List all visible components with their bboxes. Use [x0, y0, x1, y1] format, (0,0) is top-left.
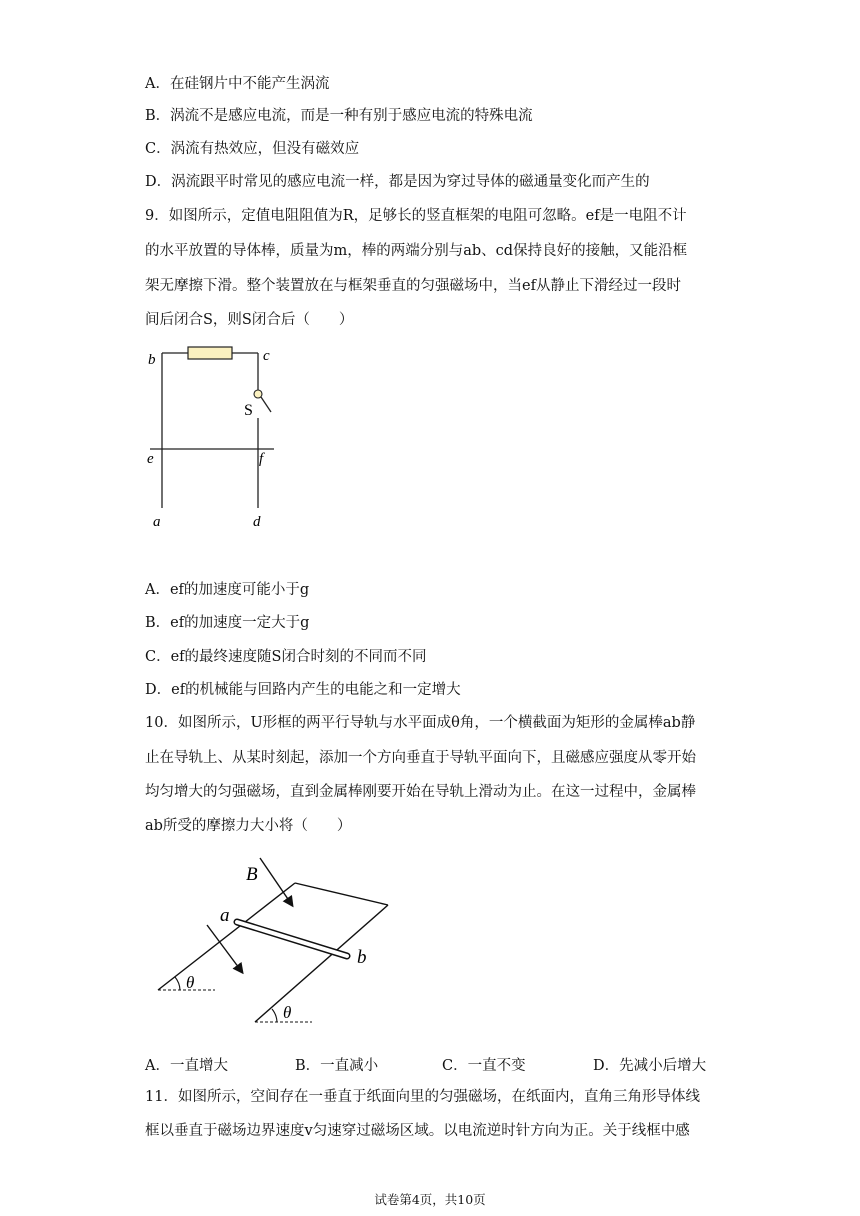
q8-option-a: A．在硅钢片中不能产生涡流 [145, 76, 330, 92]
q9-stem-line-2: 的水平放置的导体棒，质量为m，棒的两端分别与ab、cd保持良好的接触，又能沿框 [145, 243, 688, 259]
label-theta-2: θ [283, 1003, 292, 1022]
q8-option-b: B．涡流不是感应电流，而是一种有别于感应电流的特殊电流 [145, 108, 533, 124]
switch-pivot-icon [254, 390, 262, 398]
label-a: a [153, 514, 161, 530]
q10-incline-diagram [150, 850, 400, 1030]
q8-option-d: D．涡流跟平时常见的感应电流一样，都是因为穿过导体的磁通量变化而产生的 [145, 174, 650, 190]
resistor-icon [188, 347, 232, 359]
label-c: c [263, 348, 270, 364]
q9-stem-line-3: 架无摩擦下滑。整个装置放在与框架垂直的匀强磁场中，当ef从静止下滑经过一段时 [145, 278, 681, 294]
label-a: a [220, 905, 230, 926]
q9-circuit-diagram [140, 340, 300, 535]
label-s: S [244, 402, 253, 419]
q9-stem-line-1: 9．如图所示，定值电阻阻值为R，足够长的竖直框架的电阻可忽略。ef是一电阻不计 [145, 208, 687, 224]
q10-option-a: A．一直增大 [145, 1058, 228, 1074]
label-b: b [148, 352, 156, 368]
switch-blade-icon [261, 397, 271, 412]
q10-option-c: C．一直不变 [442, 1058, 526, 1074]
q10-stem-line-4: ab所受的摩擦力大小将（ ） [145, 818, 352, 834]
q9-option-d: D．ef的机械能与回路内产生的电能之和一定增大 [145, 682, 461, 698]
q10-option-b: B．一直减小 [295, 1058, 379, 1074]
q10-stem-line-3: 均匀增大的匀强磁场，直到金属棒刚要开始在导轨上滑动为止。在这一过程中，金属棒 [145, 784, 696, 800]
q8-option-c: C．涡流有热效应，但没有磁效应 [145, 141, 360, 157]
q9-option-b: B．ef的加速度一定大于g [145, 615, 310, 631]
q11-stem-line-2: 框以垂直于磁场边界速度v匀速穿过磁场区域。以电流逆时针方向为正。关于线框中感 [145, 1123, 690, 1139]
q11-stem-line-1: 11．如图所示，空间存在一垂直于纸面向里的匀强磁场，在纸面内，直角三角形导体线 [145, 1089, 700, 1105]
label-f: f [259, 451, 264, 467]
label-theta-1: θ [186, 973, 195, 992]
q10-stem-line-1: 10．如图所示，U形框的两平行导轨与水平面成θ角，一个横截面为矩形的金属棒ab静 [145, 715, 696, 731]
q9-stem-line-4: 间后闭合S，则S闭合后（ ） [145, 312, 354, 328]
label-b: b [357, 947, 367, 968]
q9-option-c: C．ef的最终速度随S闭合时刻的不同而不同 [145, 649, 427, 665]
q9-option-a: A．ef的加速度可能小于g [145, 582, 310, 598]
label-B: B [246, 864, 258, 885]
label-d: d [253, 514, 261, 530]
rail-lower [255, 905, 388, 1022]
label-e: e [147, 451, 154, 467]
page-footer: 试卷第4页，共10页 [374, 1192, 486, 1207]
q10-option-d: D．先减小后增大 [593, 1058, 707, 1074]
q10-stem-line-2: 止在导轨上、从某时刻起，添加一个方向垂直于导轨平面向下，且磁感应强度从零开始 [145, 750, 696, 766]
